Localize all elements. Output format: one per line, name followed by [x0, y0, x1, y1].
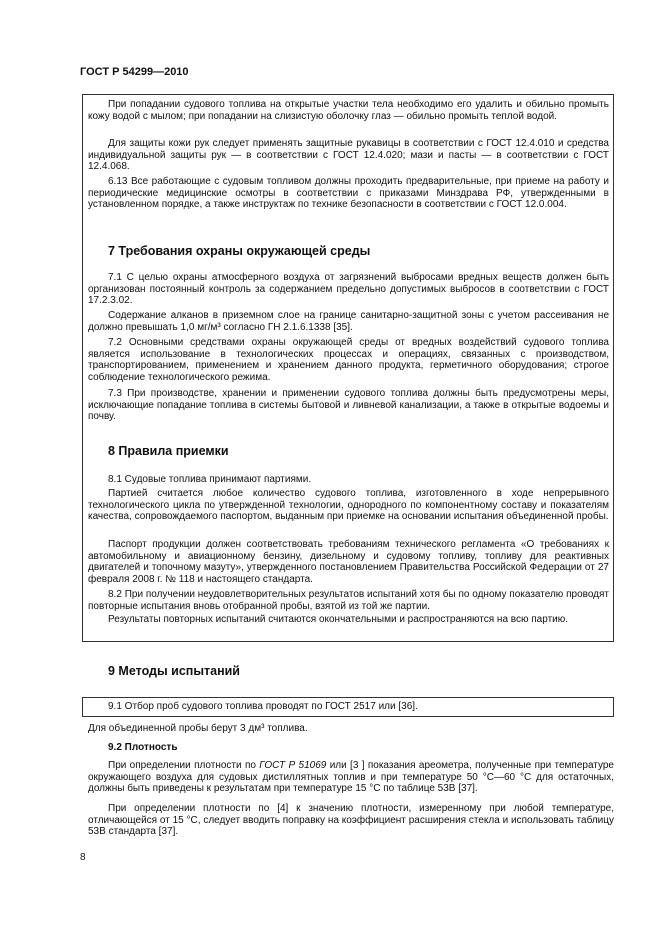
paragraph-7-1: 7.1 С целью охраны атмосферного воздуха от загрязнений выбросами вредных веществ должен быть организован постоянный контроль за содержанием предельно допустимых выбросов в соответствии с ГОСТ 17.2.3.02. — [88, 272, 609, 307]
paragraph-7-3: 7.3 При производстве, хранении и применении судового топлива должны быть предусмотрены меры, исключающие попадание топлива в системы бытовой и ливневой канализации, а также в открытые водоемы и почву. — [88, 388, 609, 423]
section-8-title: 8 Правила приемки — [108, 444, 229, 458]
paragraph-6-13: 6.13 Все работающие с судовым топливом должны проходить предварительные, при приеме на работу и периодические медицинские осмотры в соответствии с приказами Минздрава РФ, утвержденными в установленном порядке, а также инструктаж по технике безопасности в соответствии с ГОСТ 12.0.004. — [88, 176, 609, 211]
paragraph-skin-contact: При попадании судового топлива на открытые участки тела необходимо его удалить и обильно промыть кожу водой с мылом; при попадании на слизистую оболочку глаз — обильно промыть теплой водой. — [88, 99, 609, 122]
document-header: ГОСТ Р 54299—2010 — [80, 66, 189, 78]
subsection-9-2-title: 9.2 Плотность — [108, 742, 178, 753]
paragraph-8-2: 8.2 При получении неудовлетворительных результатов испытаний хотя бы по одному показателю проводят повторные испытания вновь отобранной пробы, взятой из той же партии. — [88, 589, 609, 612]
paragraph-density-2: При определении плотности по [4] к значению плотности, измеренному при любой температуре, отличающейся от 15 °С, следует вводить поправку на коэффициент расширения стекла и использовать таблицу 53В стандарта [37]. — [88, 803, 614, 838]
section-9-title: 9 Методы испытаний — [108, 664, 240, 678]
page-number: 8 — [80, 852, 86, 863]
paragraph-batch: Партией считается любое количество судового топлива, изготовленного в ходе непрерывного технологического цикла по утвержденной технологии, однородного по компонентному составу и показателям качества, сопровождаемого паспортом, выданным при приемке на основании испытания объединенной пробы. — [88, 488, 609, 523]
paragraph-repeat-tests: Результаты повторных испытаний считаются окончательными и распространяются на всю партию. — [108, 614, 569, 625]
paragraph-hand-protection: Для защиты кожи рук следует применять защитные рукавицы в соответствии с ГОСТ 12.4.010 и средства индивидуальной защиты рук — в соответствии с ГОСТ 12.4.020; мази и пасты — в соответствии с ГОСТ 12.4.068. — [88, 138, 609, 173]
paragraph-passport: Паспорт продукции должен соответствовать требованиям технического регламента «О требованиях к автомобильному и авиационному бензину, дизельному и судовому топливу, топливу для реактивных двигателей и топочному мазуту», утвержденного постановлением Правительства Российской Федерации от 27 февраля 2008 г. № 118 и настоящего стандарта. — [88, 539, 609, 585]
paragraph-combined-sample: Для объединенной пробы берут 3 дм³ топлива. — [88, 723, 308, 734]
paragraph-alkanes: Содержание алканов в приземном слое на границе санитарно-защитной зоны с учетом рассеивания не должно превышать 1,0 мг/м³ согласно ГН 2.1.6.1338 [35]. — [88, 310, 609, 333]
paragraph-9-1: 9.1 Отбор проб судового топлива проводят по ГОСТ 2517 или [36]. — [108, 701, 418, 712]
paragraph-density-1: При определении плотности по ГОСТ Р 51069 или [3 ] показания ареометра, полученные при температуре окружающего воздуха для судовых дистиллятных топлив и при температуре 50 °С—60 °С для остаточных, должны быть приведены к результатам при температуре 15 °С по таблице 53В [37]. — [88, 760, 614, 795]
paragraph-8-1: 8.1 Судовые топлива принимают партиями. — [108, 474, 312, 485]
paragraph-7-2: 7.2 Основными средствами охраны окружающей среды от вредных воздействий судового топлива является использование в технологических процессах и операциях, связанных с производством, транспортированием, применением и хранением данного продукта, герметичного оборудования; строгое соблюдение технологического режима. — [88, 337, 609, 383]
section-7-title: 7 Требования охраны окружающей среды — [108, 244, 371, 258]
